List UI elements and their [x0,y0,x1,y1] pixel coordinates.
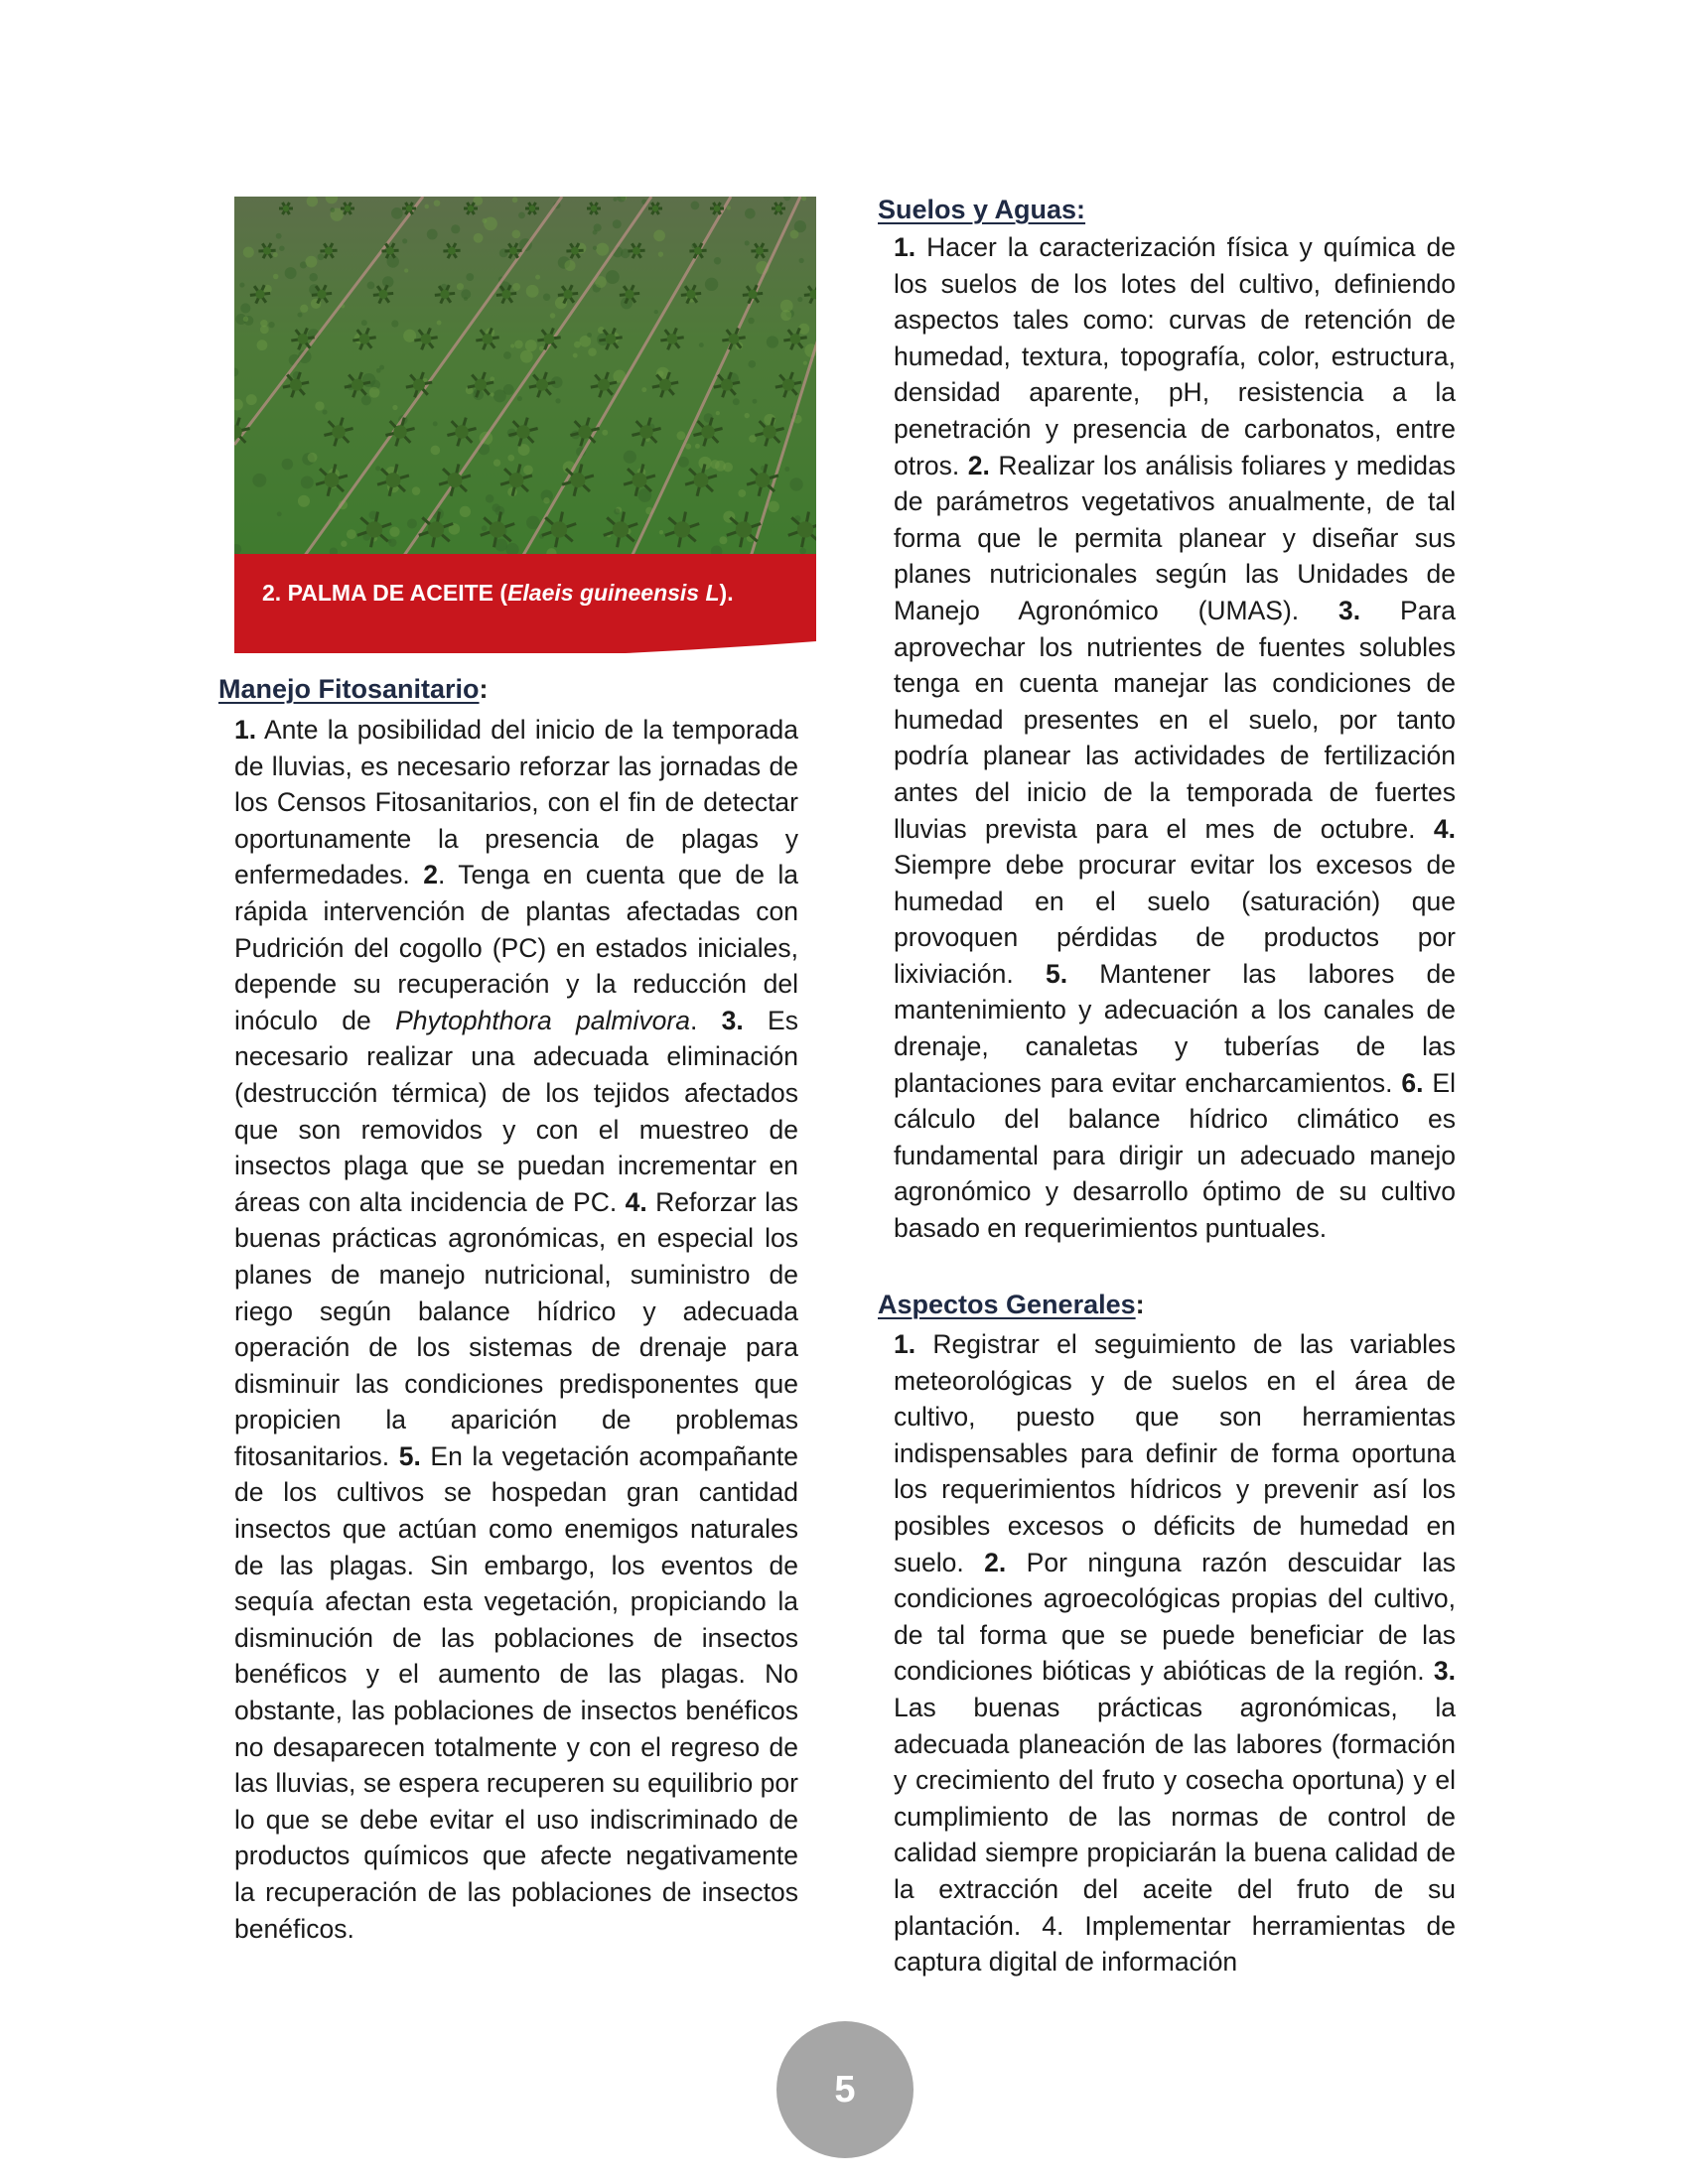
item-text: Registrar el seguimiento de las variables meteorológicas y de suelos en el área de cultivo, puesto que son herramientas indispensables para definir de forma oportuna los requerimientos hídricos y prevenir así los posibles excesos o déficits de humedad en suelo. [894,1329,1456,1577]
item-text: Hacer la caracterización física y química de los suelos de los lotes del cultivo, definiendo aspectos tales como: curvas de retención de humedad, textura, topografía, color, estructura, densidad aparente, pH, resistencia a la penetración y presencia de carbonatos, entre otros. [894,232,1456,480]
item-number: 1. [234,715,257,745]
heading-colon: : [479,674,489,704]
item-text: . Tenga en cuenta que de la rápida intervención de plantas afectadas con Pudrición del cogollo (PC) en estados iniciales, depende su recuperación y la reducción del inóculo de [234,860,798,1035]
caption-suffix: ). [719,580,734,606]
page-number-badge [776,2021,914,2158]
item-number: 3. [1433,1656,1456,1687]
item-number: 2. [967,450,990,480]
section-heading-aspectos-generales [878,1290,1145,1320]
right-column-body-suelos [894,229,1456,1247]
aerial-oil-palm-plantation-photo [234,197,816,557]
page-number: 5 [834,2069,856,2111]
item-text: Mantener las labores de mantenimiento y adecuación a los canales de drenaje, canaletas y tuberías de las plantaciones para evitar encharcamientos. [894,958,1456,1098]
item-text: En la vegetación acompañante de los cultivos se hospedan gran cantidad insectos que actúan como enemigos naturales de las plagas. Sin embargo, los eventos de sequía afectan esta vegetación, propiciando la disminución de las poblaciones de insectos benéficos y el aumento de las plagas. No obstante, las poblaciones de insectos benéficos no desaparecen totalmente y con el regreso de las lluvias, se espera recuperen su equilibrio por lo que se debe evitar el uso indiscriminado de productos químicos que afecte negativamente la recuperación de las poblaciones de insectos benéficos. [234,1440,798,1944]
heading-text: Manejo Fitosanitario [218,674,480,704]
paragraph [894,1326,1456,1980]
species-name: Phytophthora palmivora [395,1005,690,1035]
item-number: 6. [1401,1067,1424,1098]
plantation-image [234,197,816,557]
item-text: Siempre debe procurar evitar los excesos de humedad en el suelo (saturación) que provoquen pérdidas de productos por lixiviación. [894,850,1456,989]
caption-prefix: 2. PALMA DE ACEITE ( [262,580,508,606]
heading-colon: : [1135,1290,1145,1319]
item-number: 5. [1045,958,1068,989]
item-text: El cálculo del balance hídrico climático es fundamental para dirigir un adecuado manejo agronómico y desarrollo óptimo de su cultivo basado en requerimientos puntuales. [894,1067,1456,1244]
section-heading-manejo-fitosanitario [218,674,489,705]
item-number: 4. [625,1186,647,1217]
item-number: 3. [721,1005,744,1035]
figure [234,197,816,653]
item-number: 2 [423,860,438,890]
heading-text: Aspectos Generales [878,1290,1136,1319]
paragraph [234,712,798,1947]
caption-species: Elaeis guineensis L [507,580,720,606]
item-number: 4. [1433,813,1456,844]
item-text: Ante la posibilidad del inicio de la temporada de lluvias, es necesario reforzar las jornadas de los Censos Fitosanitarios, con el fin de detectar oportunamente la presencia de plagas y enfermedades. [234,715,798,890]
figure-caption [262,580,734,607]
item-number: 1. [894,232,916,262]
item-text: Por ninguna razón descuidar las condiciones agroecológicas propias del cultivo, de tal forma que se puede beneficiar de las condiciones bióticas y abióticas de la región. [894,1547,1456,1687]
item-text: Es necesario realizar una adecuada eliminación (destrucción térmica) de los tejidos afectados que son removidos y con el muestreo de insectos plaga que se puedan incrementar en áreas con alta incidencia de PC. [234,1005,798,1217]
right-column-body-aspectos [894,1326,1456,1980]
item-text: Realizar los análisis foliares y medidas de parámetros vegetativos anualmente, de tal forma que le permita planear y diseñar sus planes nutricionales según las Unidades de Manejo Agronómico (UMAS). [894,450,1456,625]
item-text: Para aprovechar los nutrientes de fuentes solubles tenga en cuenta manejar las condiciones de humedad presentes en el suelo, por tanto podría planear las actividades de fertilización antes del inicio de la temporada de fuertes lluvias prevista para el mes de octubre. [894,595,1456,844]
item-number: 3. [1338,595,1361,625]
section-heading-suelos-y-aguas [878,195,1085,225]
item-text: Las buenas prácticas agronómicas, la adecuada planeación de las labores (formación y crecimiento del fruto y cosecha oportuna) y el cumplimiento de las normas de control de calidad siempre propiciarán la buena calidad de la extracción del aceite del fruto de su plantación. 4. Implementar herramientas de captura digital de información [894,1692,1456,1978]
item-text: . [689,1005,722,1035]
left-column-body [234,712,798,1947]
heading-text: Suelos y Aguas: [878,195,1086,224]
item-number: 5. [398,1440,421,1471]
item-number: 2. [984,1547,1007,1577]
item-number: 1. [894,1329,916,1359]
paragraph [894,229,1456,1247]
item-text: Reforzar las buenas prácticas agronómicas, en especial los planes de manejo nutricional, suministro de riego según balance hídrico y adecuada operación de los sistemas de drenaje para disminuir las condiciones predisponentes que propicien la aparición de problemas fitosanitarios. [234,1186,798,1471]
